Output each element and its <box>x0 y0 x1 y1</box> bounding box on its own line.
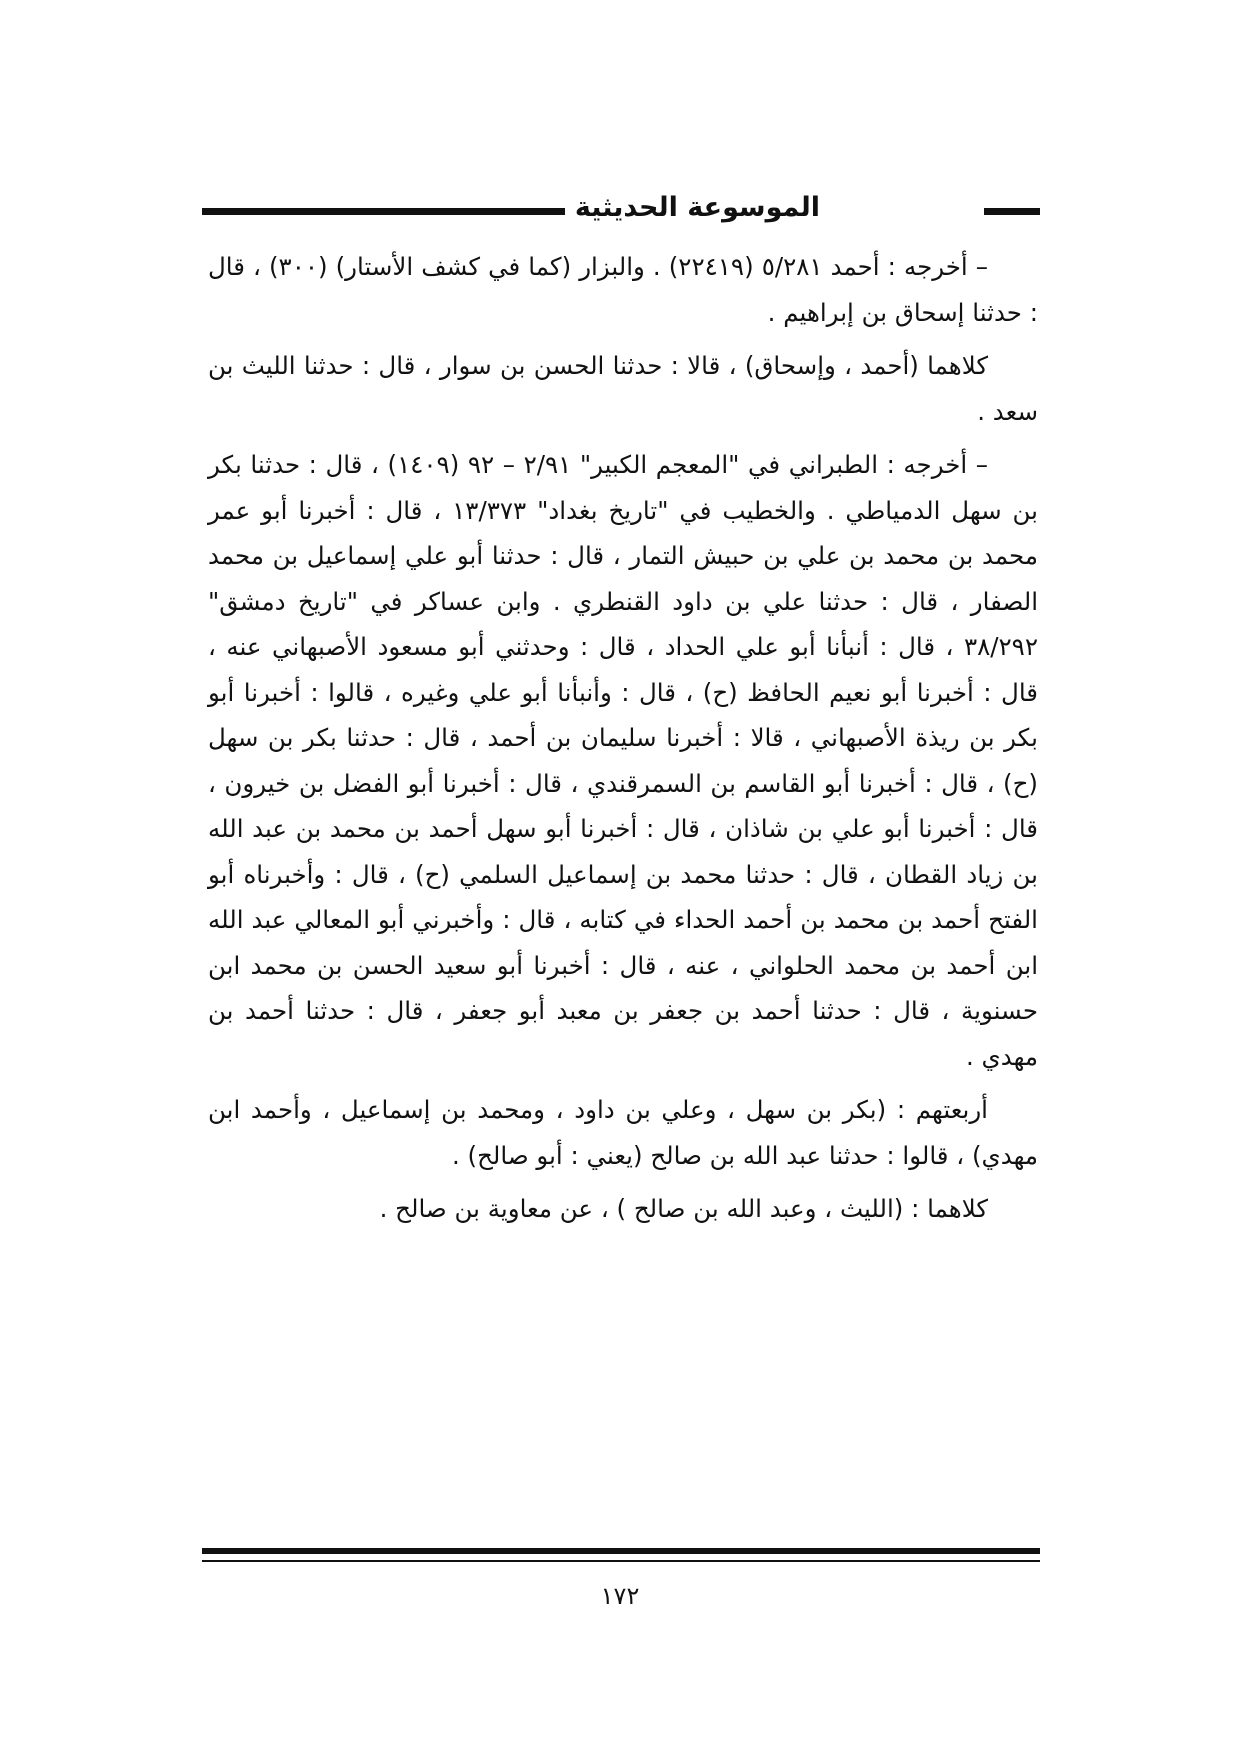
paragraph-5: كلاهما : (الليث ، وعبد الله بن صالح ) ، عن معاوية بن صالح . <box>379 1194 988 1223</box>
page-number: ١٧٢ <box>600 1582 640 1610</box>
header-rule-right <box>984 208 1040 215</box>
footer-rule-thick <box>202 1548 1040 1554</box>
paragraph-1: – أخرجه : أحمد ٥/٢٨١ (٢٢٤١٩) . والبزار (كما في كشف الأستار) (٣٠٠) ، قال : حدثنا إسحاق بن إبراهيم . <box>208 252 1038 327</box>
paragraph-2: كلاهما (أحمد ، وإسحاق) ، قالا : حدثنا الحسن بن سوار ، قال : حدثنا الليث بن سعد . <box>208 351 1038 426</box>
paragraph-4: أربعتهم : (بكر بن سهل ، وعلي بن داود ، ومحمد بن إسماعيل ، وأحمد ابن مهدي) ، قالوا : حدثنا عبد الله بن صالح (يعني : أبو صالح) . <box>208 1095 1038 1170</box>
page-header <box>202 188 1040 228</box>
header-title: الموسوعة الحديثية <box>565 188 830 228</box>
paragraph-3: – أخرجه : الطبراني في "المعجم الكبير" ٢/٩١ – ٩٢ (١٤٠٩) ، قال : حدثنا بكر بن سهل الدمياطي . والخطيب في "تاريخ بغداد" ١٣/٣٧٣ ، قال : أخبرنا أبو عمر محمد بن محمد بن علي بن حبيش التمار ، قال : حدثنا أبو علي إسماعيل بن محمد الصفار ، قال : حدثنا علي بن داود القنطري . وابن عساكر في "تاريخ دمشق" ٣٨/٢٩٢ ، قال : أنبأنا أبو علي الحداد ، قال : وحدثني أبو مسعود الأصبهاني عنه ، قال : أخبرنا أبو نعيم الحافظ (ح) ، قال : وأنبأنا أبو علي وغيره ، قالوا : أخبرنا أبو بكر بن ريذة الأصبهاني ، قالا : أخبرنا سليمان بن أحمد ، قال : حدثنا بكر بن سهل (ح) ، قال : أخبرنا أبو القاسم بن السمرقندي ، قال : أخبرنا أبو الفضل بن خيرون ، قال : أخبرنا أبو علي بن شاذان ، قال : أخبرنا أبو سهل أحمد بن محمد بن عبد الله بن زياد القطان ، قال : حدثنا محمد بن إسماعيل السلمي (ح) ، قال : وأخبرناه أبو الفتح أحمد بن محمد بن أحمد الحداء في كتابه ، قال : وأخبرني أبو المعالي عبد الله ابن أحمد بن محمد الحلواني ، عنه ، قال : أخبرنا أبو سعيد الحسن بن محمد ابن حسنوية ، قال : حدثنا أحمد بن جعفر بن معبد أبو جعفر ، قال : حدثنا أحمد بن مهدي . <box>208 450 1038 1071</box>
body-text <box>208 244 1038 1232</box>
footer-rule-thin <box>202 1560 1040 1562</box>
